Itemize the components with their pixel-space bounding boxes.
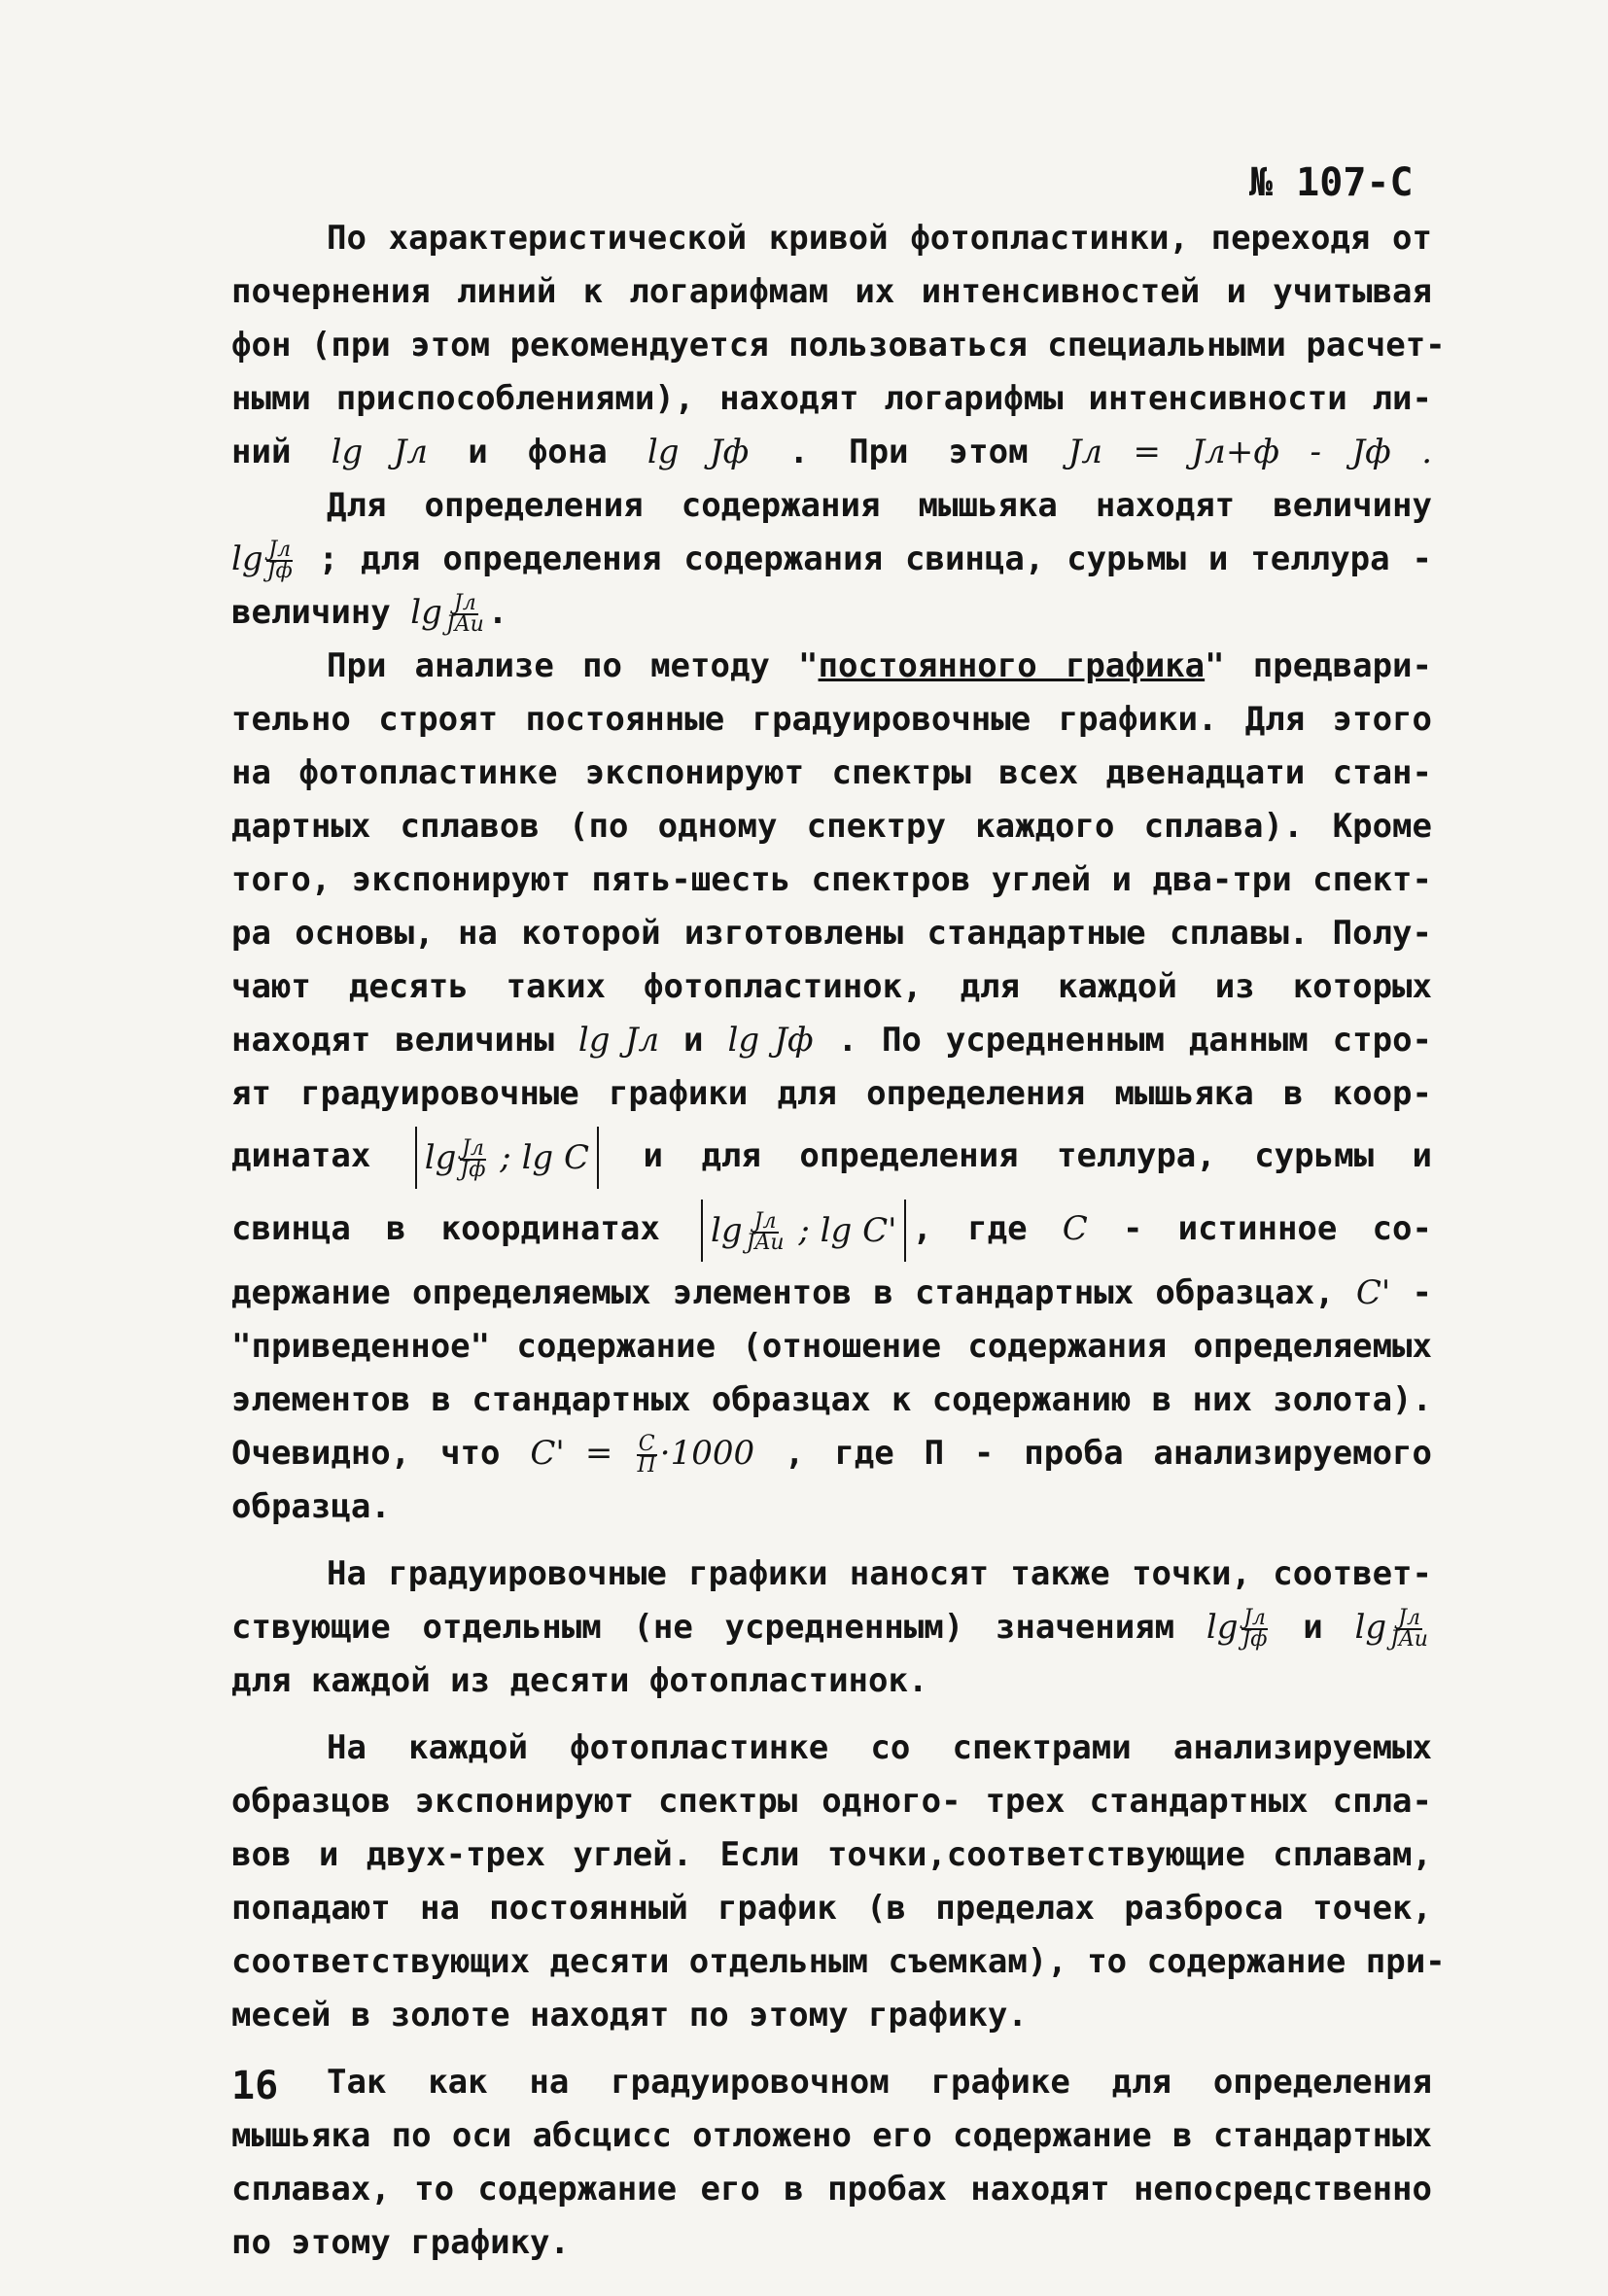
text-fragment: - истинное со-: [1122, 1209, 1432, 1248]
formula-coordinates-arsenic: lg $\frac{Jл}{Jф}$ ; lg C: [415, 1127, 599, 1189]
text-fragment: и для определения теллура, сурьмы и: [643, 1136, 1432, 1175]
formula-coordinates-tellurium: lg $\frac{Jл}{\text{JAu}}$ ; lg C': [701, 1200, 906, 1262]
page-number: 16: [231, 2064, 279, 2108]
paragraph-line: того, экспонируют пять-шесть спектров углей и два-три спект-: [231, 860, 1432, 899]
paragraph-line: элементов в стандартных образцах к содержанию в них золота).: [231, 1380, 1432, 1419]
paragraph-line: величину lg $\frac{Jл}{\text{JAu}}$ .: [231, 591, 508, 637]
paragraph-line: [231, 1267, 1432, 1320]
paragraph-line: ными приспособлениями), находят логарифмы интенсивности ли-: [231, 379, 1432, 418]
paragraph-line: вов и двух-трех углей. Если точки,соответствующие сплавам,: [231, 1835, 1432, 1874]
text-fragment: свинца в координатах: [231, 1209, 660, 1248]
paragraph-line: сплавах, то содержание его в пробах находят непосредственно: [231, 2170, 1432, 2209]
formula-c: C: [1062, 1209, 1088, 1248]
paragraph-line: [231, 1427, 1432, 1480]
paragraph-line: образцов экспонируют спектры одного- трех стандартных спла-: [231, 1782, 1432, 1821]
paragraph-line: ра основы, на которой изготовлены стандартные сплавы. Полу-: [231, 914, 1432, 953]
paragraph-line: ят градуировочные графики для определения мышьяка в коор-: [231, 1074, 1432, 1113]
text-fragment: . По усредненным данным стро-: [837, 1021, 1433, 1060]
text-fragment: и фона: [468, 433, 608, 471]
paragraph-line: дартных сплавов (по одному спектру каждого сплава). Кроме: [231, 807, 1432, 846]
formula-c-prime-definition: C' = $\frac{C}{П}$ ·1000: [530, 1432, 755, 1478]
paragraph-line: попадают на постоянный график (в пределах разброса точек,: [231, 1889, 1432, 1928]
text-fragment: находят величины: [231, 1021, 554, 1060]
text-fragment: ; для определения содержания свинца, сурьмы и теллура -: [318, 539, 1432, 578]
formula-c-prime: C': [1355, 1273, 1391, 1312]
paragraph-line: На градуировочные графики наносят также точки, соответ-: [327, 1554, 1432, 1593]
paragraph-line: фон (при этом рекомендуется пользоваться специальными расчет-: [231, 326, 1446, 365]
paragraph-line: тельно строят постоянные градуировочные графики. Для этого: [231, 700, 1432, 739]
text-fragment: держание определяемых элементов в стандартных образцах,: [231, 1273, 1335, 1312]
paragraph-line: для каждой из десяти фотопластинок.: [231, 1661, 928, 1700]
document-number: № 107-С: [1249, 160, 1414, 205]
paragraph-line: [231, 1601, 1432, 1654]
formula-lg-il: lg Jл: [577, 1021, 660, 1060]
document-body: [231, 212, 1446, 2270]
text-fragment: , где П - проба анализируемого: [785, 1434, 1432, 1473]
formula-il-equation: Jл = Jл+ф - Jф .: [1067, 433, 1433, 471]
paragraph-line: [231, 1014, 1432, 1067]
paragraph-line: почернения линий к логарифмам их интенсивностей и учитывая: [231, 272, 1432, 311]
paragraph-line: "приведенное" содержание (отношение содержания определяемых: [231, 1327, 1432, 1366]
formula-lg-ratio-il-if: lg $\frac{Jл}{Jф}$: [231, 538, 293, 583]
formula-lg-il: lg Jл: [331, 433, 429, 471]
paragraph-line: Для определения содержания мышьяка находят величину: [327, 486, 1432, 525]
text-fragment: и: [1303, 1608, 1323, 1647]
paragraph-line: [231, 533, 1432, 586]
text-fragment: динатах: [231, 1136, 371, 1175]
text-fragment: величину: [231, 593, 391, 632]
text-fragment: , где: [912, 1209, 1028, 1248]
formula-lg-ratio-il-if: lg $\frac{Jл}{Jф}$: [1206, 1606, 1268, 1652]
text-fragment: При анализе по методу ": [327, 646, 819, 685]
paragraph-line: на фотопластинке экспонируют спектры всех двенадцати стан-: [231, 753, 1432, 792]
text-fragment: Очевидно, что: [231, 1434, 501, 1473]
text-fragment: -: [1412, 1273, 1432, 1312]
text-fragment: " предвари-: [1205, 646, 1432, 685]
paragraph-line: чают десять таких фотопластинок, для каждой из которых: [231, 967, 1432, 1006]
paragraph-line: По характеристической кривой фотопластинки, переходя от: [327, 219, 1432, 258]
formula-lg-if: lg Jф: [727, 1021, 814, 1060]
formula-lg-if: lg Jф: [647, 433, 750, 471]
formula-lg-ratio-il-iau: lg $\frac{Jл}{\text{JAu}}$: [1354, 1606, 1428, 1652]
paragraph-line: месей в золоте находят по этому графику.: [231, 1996, 1028, 2035]
text-fragment: ний: [231, 433, 292, 471]
paragraph-line: по этому графику.: [231, 2223, 570, 2262]
paragraph-line: На каждой фотопластинке со спектрами анализируемых: [327, 1728, 1432, 1767]
paragraph-line: Так как на градуировочном графике для определения: [327, 2063, 1432, 2102]
text-fragment: и: [683, 1021, 704, 1060]
paragraph-line: образца.: [231, 1487, 391, 1526]
paragraph-line: мышьяка по оси абсцисс отложено его содержание в стандартных: [231, 2116, 1432, 2155]
formula-lg-ratio-il-iau: lg $\frac{Jл}{\text{JAu}}$: [410, 591, 484, 637]
paragraph-line: соответствующих десяти отдельным съемкам), то содержание при-: [231, 1942, 1446, 1981]
paragraph-line: [231, 1121, 1432, 1191]
paragraph-line: [231, 1191, 1432, 1267]
emphasis-method-name: постоянного графика: [818, 646, 1206, 685]
paragraph-line: [231, 640, 1432, 693]
paragraph-line: [231, 426, 1432, 479]
text-fragment: . При этом: [788, 433, 1029, 471]
text-fragment: ствующие отдельным (не усредненным) значениям: [231, 1608, 1175, 1647]
